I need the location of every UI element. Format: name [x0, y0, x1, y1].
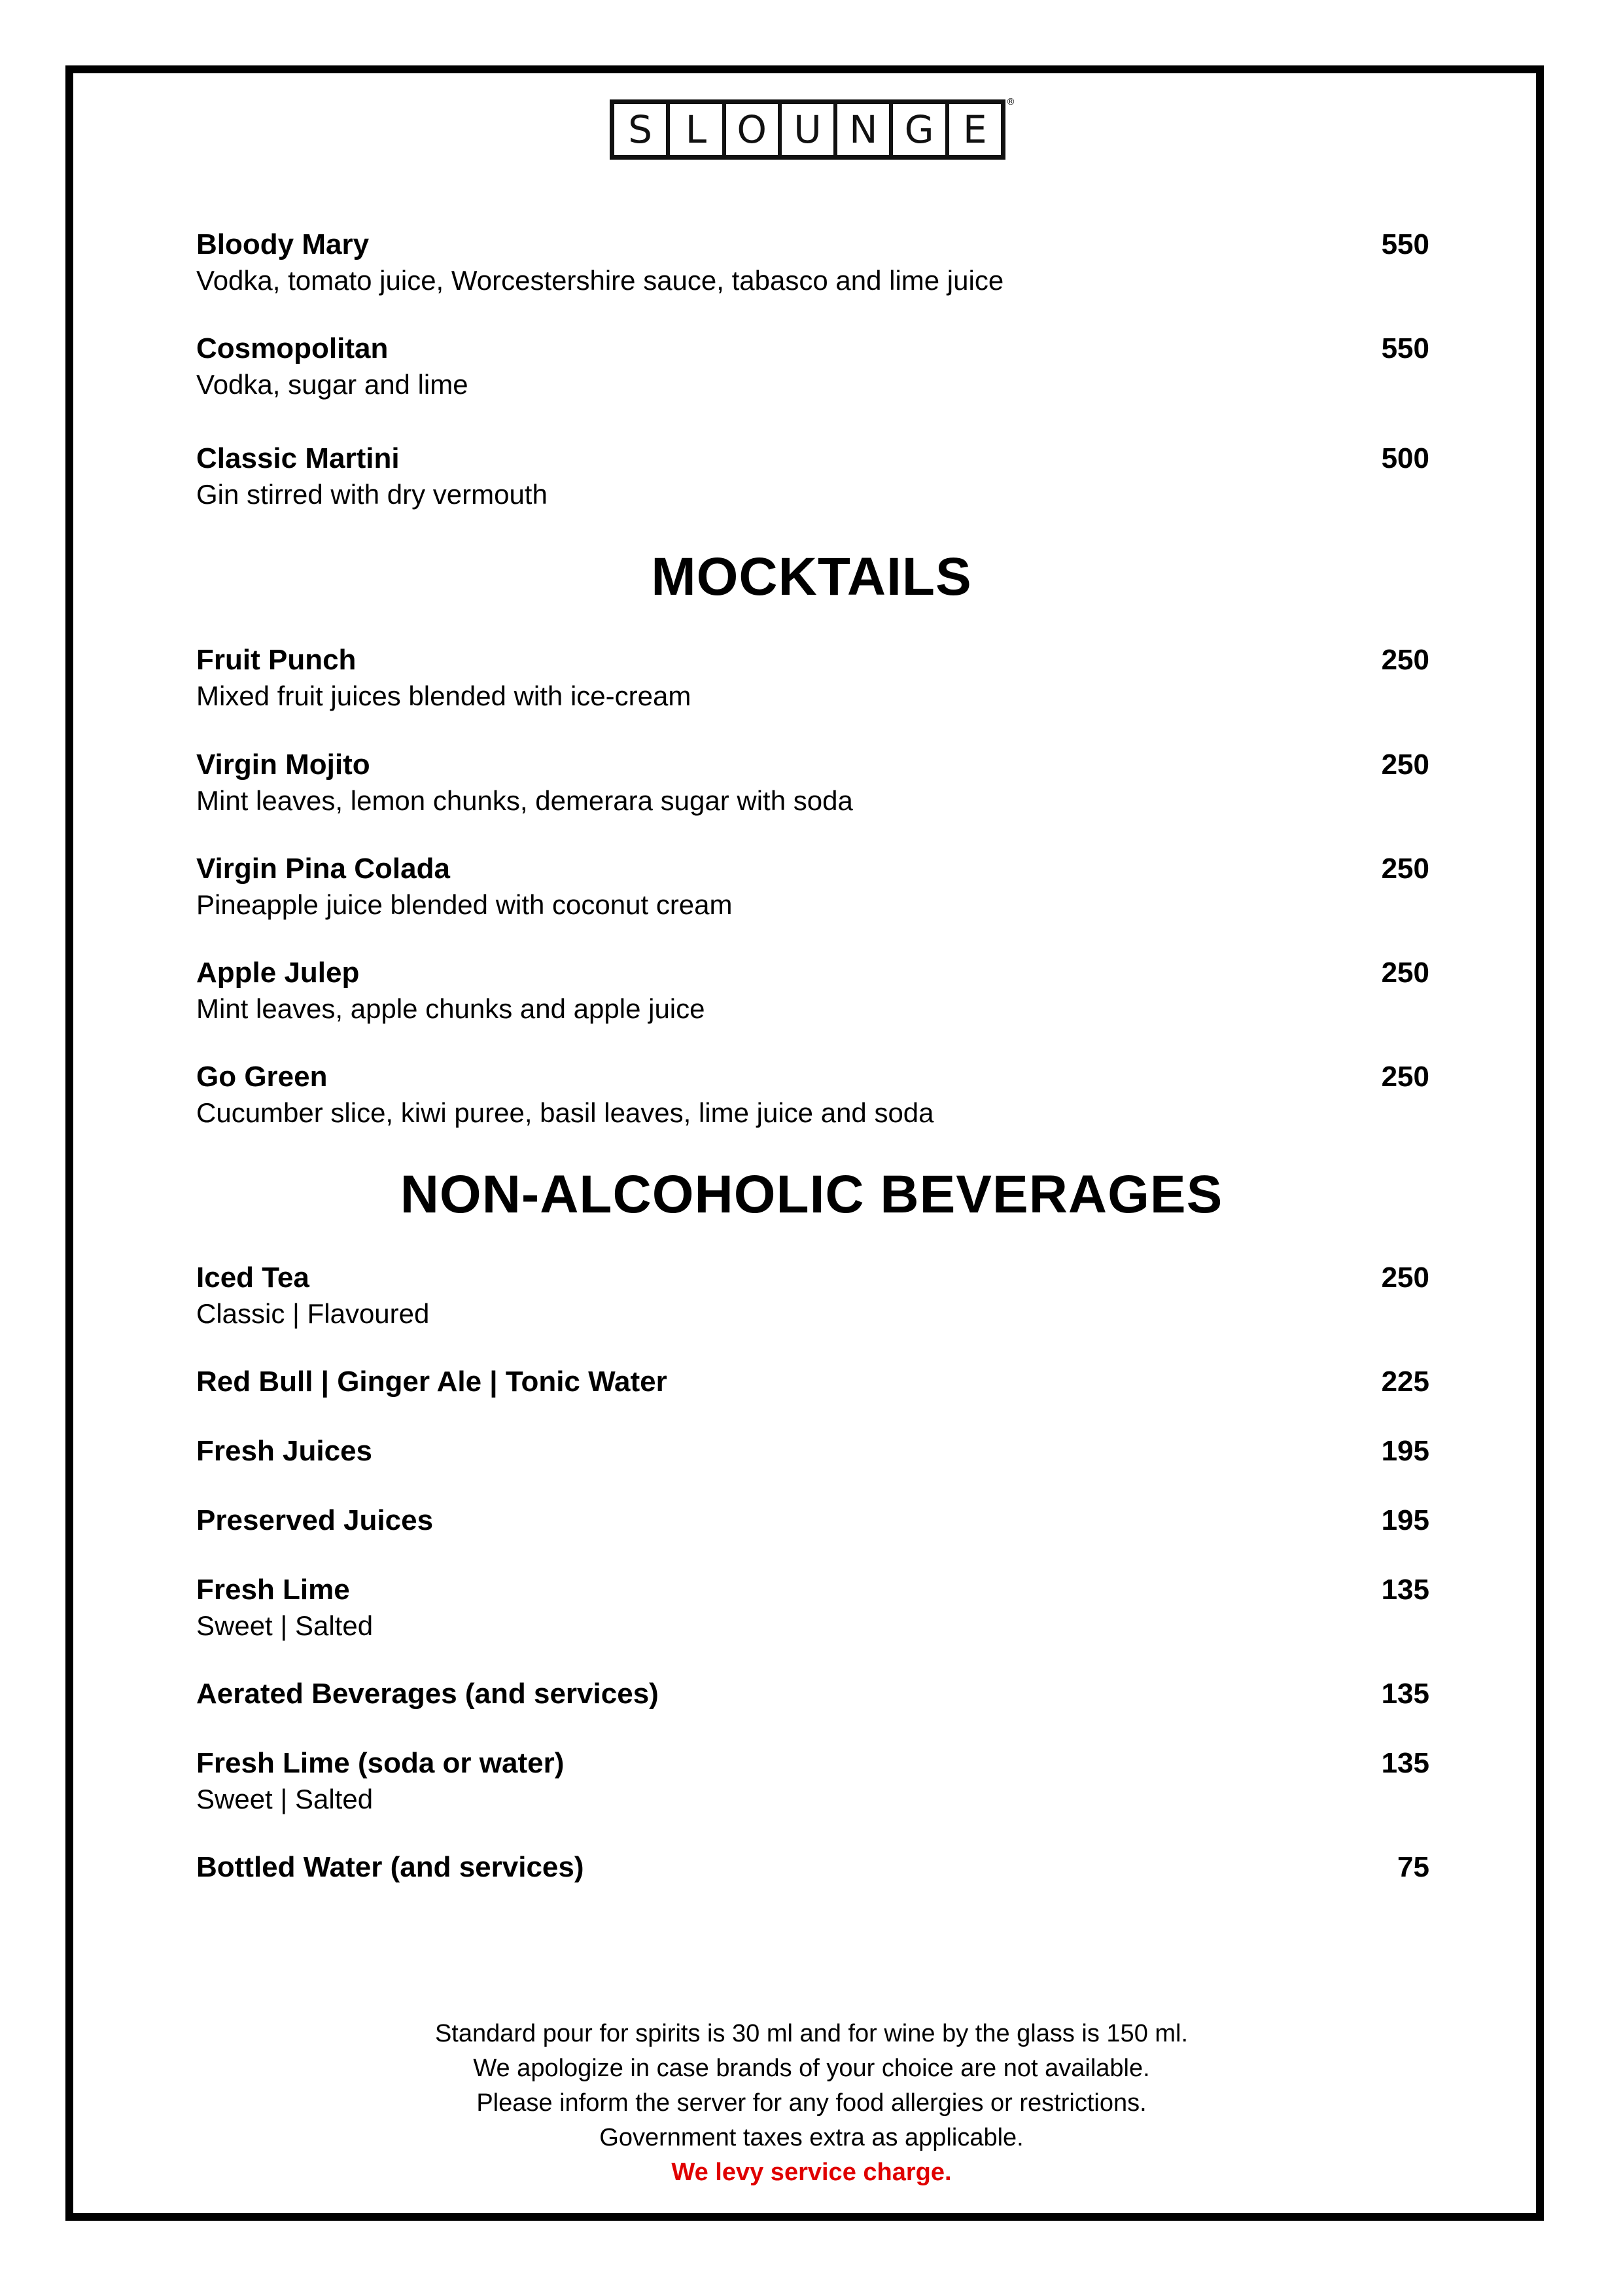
item-price: 195	[1381, 1435, 1429, 1467]
item-description: Vodka, sugar and lime	[196, 369, 468, 400]
item-name: Fresh Juices	[196, 1435, 373, 1467]
menu-item-apple-julep	[196, 955, 1429, 1027]
item-price: 250	[1381, 644, 1429, 676]
item-price: 135	[1381, 1747, 1429, 1779]
logo-letter: O	[726, 104, 782, 155]
item-price: 250	[1381, 1262, 1429, 1294]
item-name: Fresh Lime	[196, 1574, 350, 1606]
item-name: Virgin Pina Colada	[196, 853, 450, 885]
menu-footer	[0, 2017, 1623, 2190]
logo-letter: S	[614, 104, 670, 155]
section-title-mocktails: MOCKTAILS	[651, 547, 972, 607]
logo-letter: E	[963, 107, 987, 152]
item-price: 225	[1381, 1366, 1429, 1398]
registered-mark: ®	[1006, 97, 1015, 107]
service-charge-note: We levy service charge.	[671, 2159, 952, 2186]
section-title-non-alcoholic: NON-ALCOHOLIC BEVERAGES	[400, 1165, 1223, 1224]
item-name: Cosmopolitan	[196, 332, 389, 364]
item-price: 135	[1381, 1678, 1429, 1710]
item-price: 550	[1381, 332, 1429, 364]
footer-note: Government taxes extra as applicable.	[599, 2124, 1024, 2151]
item-price: 250	[1381, 749, 1429, 781]
item-description: Pineapple juice blended with coconut cream	[196, 889, 733, 920]
footer-note: Please inform the server for any food allergies or restrictions.	[476, 2089, 1147, 2117]
item-price: 195	[1381, 1504, 1429, 1536]
item-price: 250	[1381, 1061, 1429, 1093]
menu-item-iced-tea	[196, 1260, 1429, 1332]
menu-item-preserved-juices	[196, 1502, 1429, 1539]
menu-item-fresh-lime	[196, 1572, 1429, 1644]
logo-letter: N	[837, 104, 893, 155]
item-name: Aerated Beverages (and services)	[196, 1678, 659, 1710]
item-name: Fruit Punch	[196, 644, 357, 676]
item-description: Vodka, tomato juice, Worcestershire sauce, tabasco and lime juice	[196, 265, 1004, 296]
menu-item-bottled-water	[196, 1849, 1429, 1886]
item-description: Sweet | Salted	[196, 1610, 374, 1641]
menu-item-fruit-punch	[196, 642, 1429, 714]
item-description: Mint leaves, apple chunks and apple juice	[196, 993, 705, 1024]
menu-item-cosmopolitan	[196, 330, 1429, 402]
menu-item-aerated-beverages	[196, 1676, 1429, 1712]
footer-note: Standard pour for spirits is 30 ml and for wine by the glass is 150 ml.	[434, 2020, 1189, 2047]
logo-letter: U	[782, 104, 837, 155]
item-description: Mixed fruit juices blended with ice-cream	[196, 680, 691, 711]
item-description: Mint leaves, lemon chunks, demerara sugar with soda	[196, 785, 853, 816]
item-name: Classic Martini	[196, 442, 400, 474]
item-name: Virgin Mojito	[196, 749, 370, 781]
item-name: Iced Tea	[196, 1262, 309, 1294]
item-price: 550	[1381, 228, 1429, 260]
logo-letter: G	[893, 104, 949, 155]
item-name: Fresh Lime (soda or water)	[196, 1747, 565, 1779]
item-description: Gin stirred with dry vermouth	[196, 479, 548, 510]
menu-item-virgin-mojito	[196, 747, 1429, 819]
item-price: 135	[1381, 1574, 1429, 1606]
item-name: Go Green	[196, 1061, 328, 1093]
item-price: 75	[1397, 1851, 1429, 1883]
item-description: Cucumber slice, kiwi puree, basil leaves, lime juice and soda	[196, 1097, 934, 1128]
menu-item-virgin-pina-colada	[196, 851, 1429, 923]
item-price: 500	[1381, 442, 1429, 474]
menu-item-fresh-juices	[196, 1433, 1429, 1470]
slounge-logo	[610, 99, 1005, 160]
menu-item-classic-martini	[196, 440, 1429, 512]
item-name: Preserved Juices	[196, 1504, 434, 1536]
item-price: 250	[1381, 853, 1429, 885]
menu-item-bloody-mary	[196, 226, 1429, 298]
item-price: 250	[1381, 957, 1429, 989]
item-name: Apple Julep	[196, 957, 360, 989]
item-description: Sweet | Salted	[196, 1784, 374, 1814]
logo-letter: L	[670, 104, 725, 155]
menu-item-go-green	[196, 1059, 1429, 1131]
item-name: Red Bull | Ginger Ale | Tonic Water	[196, 1366, 667, 1398]
item-name: Bottled Water (and services)	[196, 1851, 584, 1883]
menu-item-fresh-lime-soda-water	[196, 1745, 1429, 1817]
item-description: Classic | Flavoured	[196, 1298, 430, 1329]
item-name: Bloody Mary	[196, 228, 370, 260]
footer-note: We apologize in case brands of your choice are not available.	[473, 2055, 1150, 2082]
menu-item-red-bull-ginger-ale-tonic	[196, 1364, 1429, 1400]
